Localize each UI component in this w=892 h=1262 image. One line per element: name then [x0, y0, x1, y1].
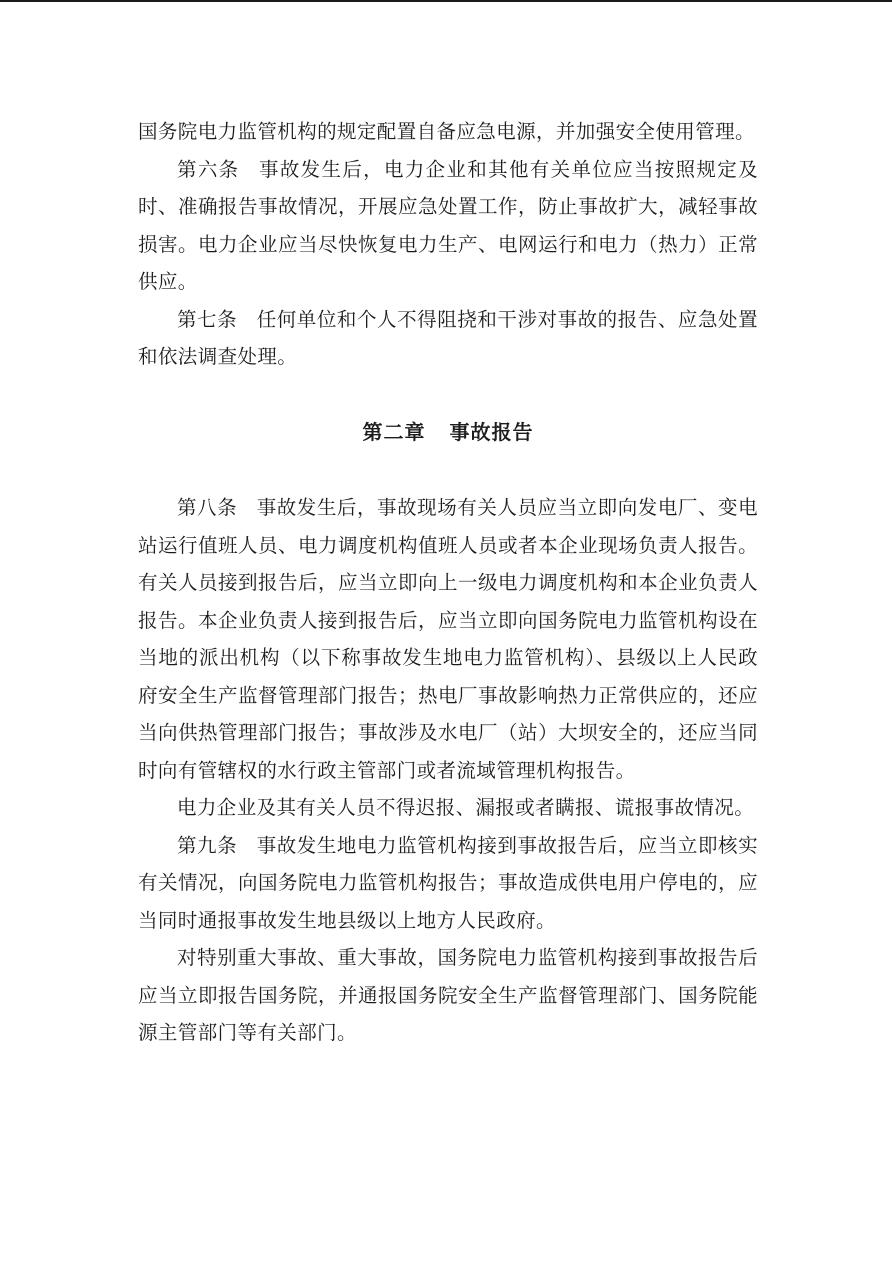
document-page [138, 113, 758, 1052]
article-number: 第八条 [177, 496, 238, 519]
article-text: 事故发生地电力监管机构接到事故报告后，应当立即核实有关情况，向国务院电力监管机构报告；事故造成供电用户停电的，应当同时通报事故发生地县级以上地方人民政府。 [138, 833, 758, 932]
article-text: 事故发生后，电力企业和其他有关单位应当按照规定及时、准确报告事故情况，开展应急处置工作，防止事故扩大，减轻事故损害。电力企业应当尽快恢复电力生产、电网运行和电力（热力）正常供应。 [138, 157, 758, 293]
article-8 [138, 489, 758, 789]
article-6 [138, 151, 758, 301]
article-number: 第六条 [177, 157, 240, 181]
article-text: 事故发生后，事故现场有关人员应当立即向发电厂、变电站运行值班人员、电力调度机构值班人员或者本企业现场负责人报告。有关人员接到报告后，应当立即向上一级电力调度机构和本企业负责人报告。本企业负责人接到报告后，应当立即向国务院电力监管机构设在当地的派出机构（以下称事故发生地电力监管机构）、县级以上人民政府安全生产监督管理部门报告；热电厂事故影响热力正常供应的，还应当向供热管理部门报告；事故涉及水电厂（站）大坝安全的，还应当同时向有管辖权的水行政主管部门或者流域管理机构报告。 [138, 496, 758, 782]
article-8-paragraph-2: 电力企业及其有关人员不得迟报、漏报或者瞒报、谎报事故情况。 [177, 796, 755, 819]
article-number: 第七条 [177, 307, 238, 331]
chapter-heading [138, 414, 758, 452]
article-9 [138, 827, 758, 940]
article-text: 任何单位和个人不得阻挠和干涉对事故的报告、应急处置和依法调查处理。 [138, 307, 758, 368]
chapter-number: 第二章 [362, 419, 426, 444]
paragraph-continuation: 国务院电力监管机构的规定配置自备应急电源，并加强安全使用管理。 [138, 120, 755, 143]
article-number: 第九条 [177, 833, 238, 857]
article-9-paragraph-2: 对特别重大事故、重大事故，国务院电力监管机构接到事故报告后应当立即报告国务院，并通报国务院安全生产监督管理部门、国务院能源主管部门等有关部门。 [138, 946, 758, 1044]
chapter-title: 事故报告 [449, 419, 534, 444]
article-7 [138, 301, 758, 376]
top-border-line [0, 0, 892, 2]
